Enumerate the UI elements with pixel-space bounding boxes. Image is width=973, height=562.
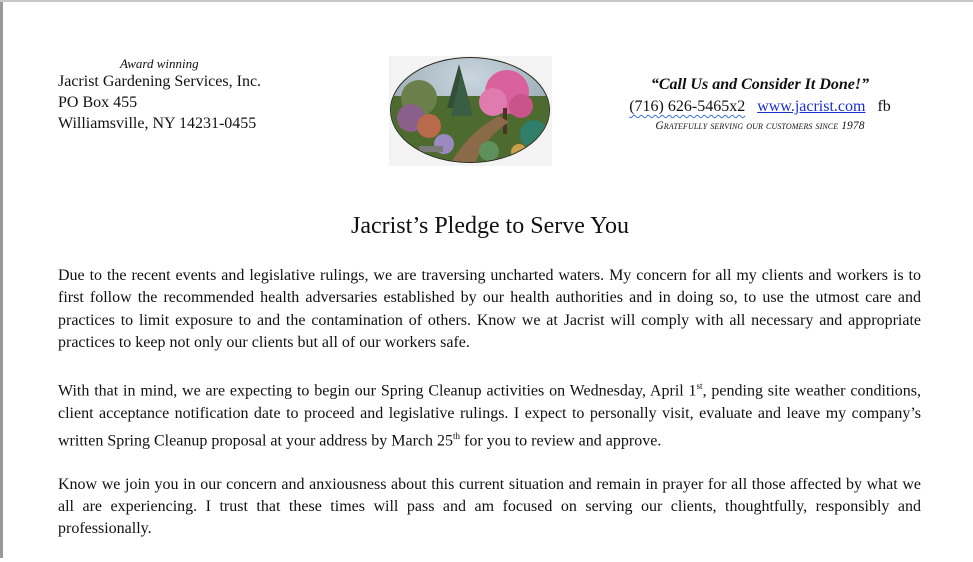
contact-block xyxy=(600,74,920,134)
company-name: Jacrist Gardening Services, Inc. xyxy=(58,73,262,90)
superscript-st: st xyxy=(696,381,703,392)
award-text: Award winning xyxy=(120,56,199,71)
paragraph-1: Due to the recent events and legislative rulings, we are traversing uncharted waters. My concern for all my clients and workers is to first follow the recommended health adversaries established by our health authorities and in doing so, to use the utmost care and practices to limit exposure to and the contamination of others. Know we at Jacrist will comply with all necessary and appropriate practices to keep not only our clients but all of our workers safe. xyxy=(58,267,921,351)
address-line-1: PO Box 455 xyxy=(58,94,138,111)
page-top-edge xyxy=(0,0,973,2)
paragraph-2-part-b: , pending site weather conditions, client acceptance notification date to proceed and legislative rulings. I expect to personally visit, evaluate and leave my company’s written Spring Cleanup proposal at your address by March 25 xyxy=(58,382,921,450)
company-address-block xyxy=(58,56,358,134)
paragraph-2-part-c: for you to review and approve. xyxy=(460,432,662,450)
document-title: Jacrist’s Pledge to Serve You xyxy=(351,213,629,239)
since-tagline: Gratefully serving our customers since 1978 xyxy=(655,120,865,132)
garden-landscape-icon xyxy=(389,56,552,166)
facebook-text: fb xyxy=(877,98,891,115)
superscript-th: th xyxy=(453,431,461,442)
website-link[interactable]: www.jacrist.com xyxy=(757,98,866,115)
address-line-2: Williamsville, NY 14231-0455 xyxy=(58,115,257,132)
slogan: “Call Us and Consider It Done!” xyxy=(650,76,870,93)
contact-line xyxy=(600,96,920,118)
paragraph-2 xyxy=(58,375,921,453)
paragraph-2-part-a: With that in mind, we are expecting to begin our Spring Cleanup activities on Wednesday, April 1 xyxy=(58,382,697,400)
phone-number: (716) 626-5465x2 xyxy=(629,98,746,115)
page-left-edge xyxy=(0,0,3,558)
paragraph-3: Know we join you in our concern and anxiousness about this current situation and remain in prayer for all those affected by what we all are experiencing. I trust that these times will pass and am focused on serving our clients, thoughtfully, responsibly and professionally. xyxy=(58,475,921,538)
letter-body xyxy=(58,265,921,562)
garden-logo-image xyxy=(389,56,552,166)
